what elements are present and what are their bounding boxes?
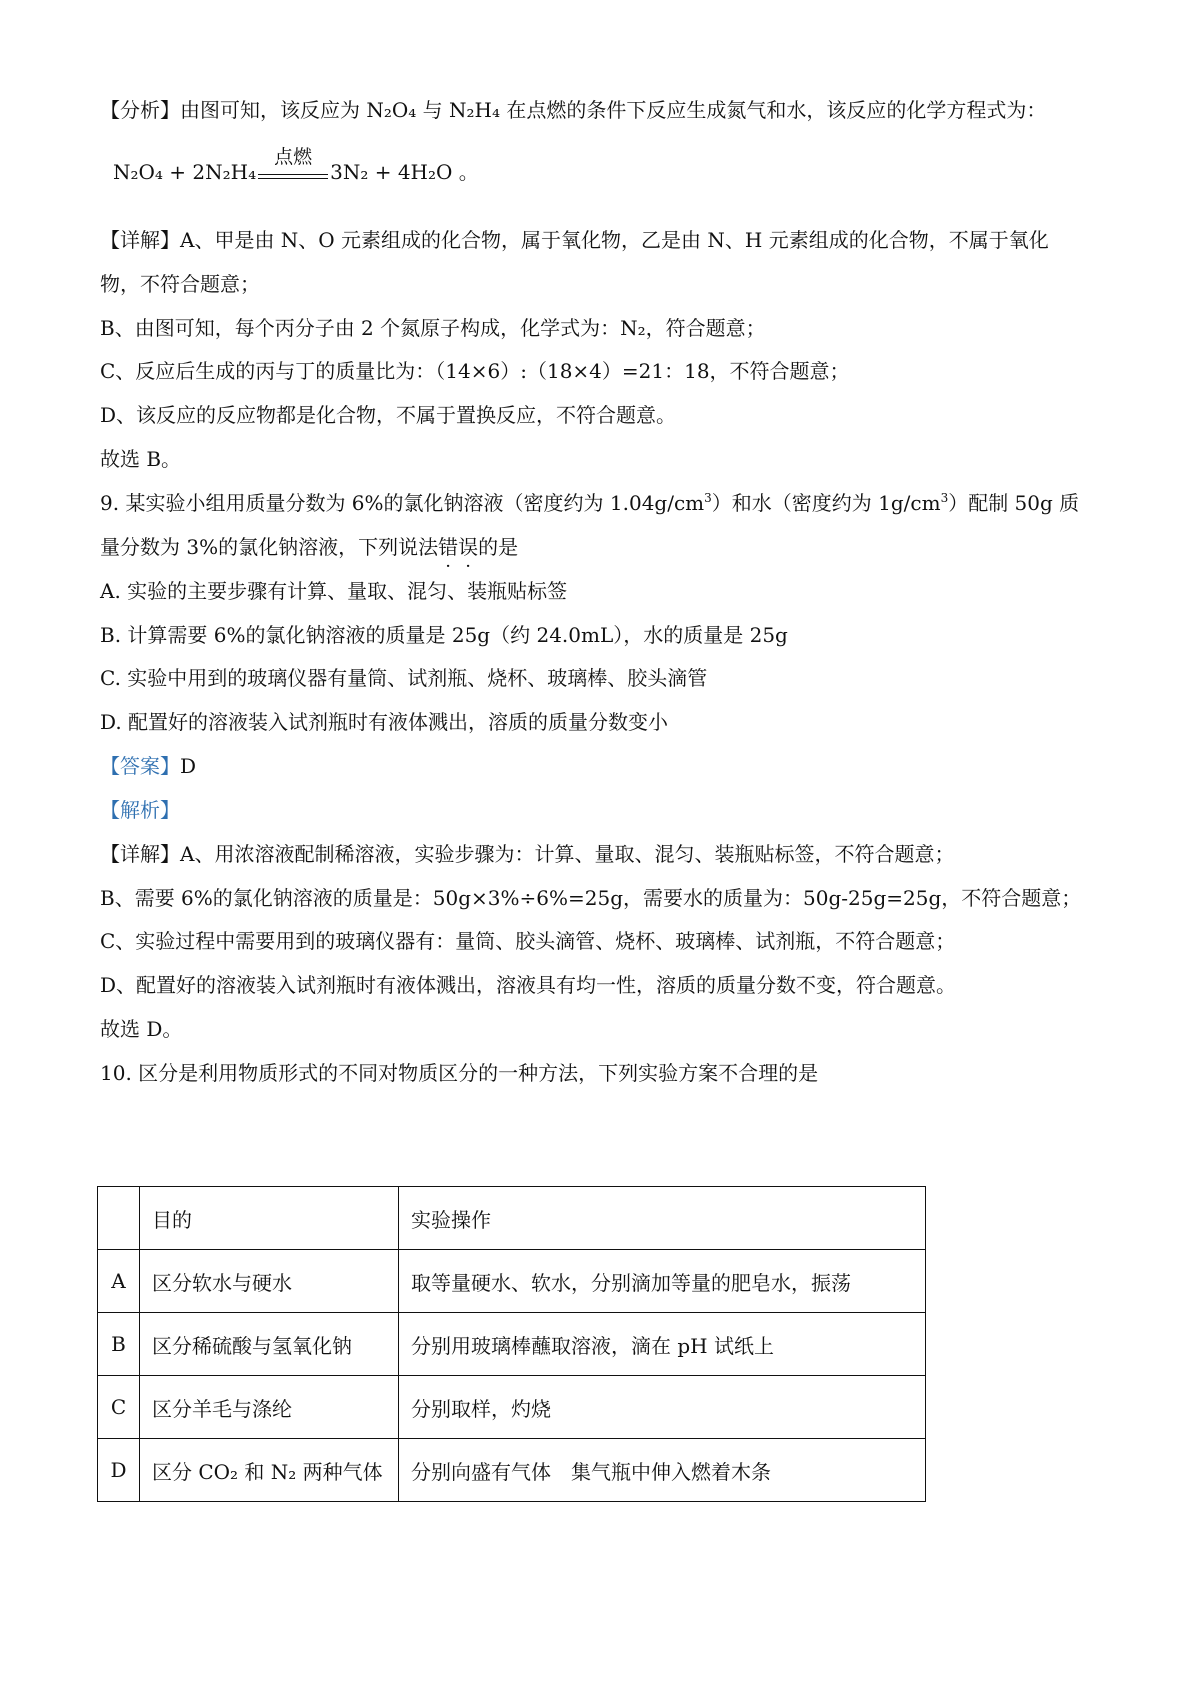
explain-choice: 故选 D。: [100, 1017, 183, 1041]
table-cell: C: [98, 1376, 140, 1439]
choice-line: 故选 B。: [100, 447, 182, 471]
q9-text-c: ）配制 50g 质: [948, 491, 1080, 515]
reaction-condition: [258, 146, 328, 179]
answer-value: D: [180, 754, 197, 778]
options-table: [97, 1186, 926, 1502]
explain-line-b: B、需要 6%的氯化钠溶液的质量是：50g×3%÷6%=25g，需要水的质量为：50g-25g=25g，不符合题意；: [100, 886, 1082, 910]
emphasis-char-2: 误: [458, 535, 479, 559]
table-cell: [98, 1187, 140, 1250]
q9-text-d2: 的是: [478, 535, 519, 559]
table-cell: B: [98, 1313, 140, 1376]
detail-line-a-cont: 物，不符合题意；: [100, 272, 260, 296]
detail-line-b: B、由图可知，每个丙分子由 2 个氮原子构成，化学式为：N₂，符合题意；: [100, 316, 766, 340]
q9-text-a: 9. 某实验小组用质量分数为 6%的氯化钠溶液（密度约为 1.04g/cm: [100, 491, 705, 515]
emphasis-char-1: 错: [438, 535, 459, 559]
question-9-line1: [100, 489, 1079, 517]
table-row: [98, 1439, 926, 1502]
table-cell: 区分软水与硬水: [140, 1250, 399, 1313]
table-cell: 实验操作: [399, 1187, 926, 1250]
table-cell: D: [98, 1439, 140, 1502]
analysis-line: 【分析】由图可知，该反应为 N₂O₄ 与 N₂H₄ 在点燃的条件下反应生成氮气和水，该反应的化学方程式为：: [100, 98, 1047, 122]
table-cell: 区分羊毛与涤纶: [140, 1376, 399, 1439]
q9-text-d1: 量分数为 3%的氯化钠溶液，下列说法: [100, 535, 439, 559]
equation-right: 3N₂ + 4H₂O: [330, 160, 453, 184]
table-cell: 分别用玻璃棒蘸取溶液，滴在 pH 试纸上: [399, 1313, 926, 1376]
condition-text: 点燃: [274, 146, 313, 168]
equation-end: 。: [452, 160, 479, 184]
equals-bar: [258, 174, 328, 179]
question-10: 10. 区分是利用物质形式的不同对物质区分的一种方法，下列实验方案不合理的是: [100, 1061, 819, 1085]
option-c: C. 实验中用到的玻璃仪器有量筒、试剂瓶、烧杯、玻璃棒、胶头滴管: [100, 666, 708, 690]
chemical-equation: [113, 146, 479, 185]
option-d: D. 配置好的溶液装入试剂瓶时有液体溅出，溶质的质量分数变小: [100, 710, 669, 734]
detail-line-a: 【详解】A、甲是由 N、O 元素组成的化合物，属于氧化物，乙是由 N、H 元素组成的化合物，不属于氧化: [100, 228, 1049, 252]
analysis-label: 【解析】: [100, 798, 180, 822]
table-cell: 区分稀硫酸与氢氧化钠: [140, 1313, 399, 1376]
q9-text-b: ）和水（密度约为 1g/cm: [711, 491, 941, 515]
detail-line-c: C、反应后生成的丙与丁的质量比为：（14×6）:（18×4）=21：18，不符合题意；: [100, 359, 850, 383]
table-header-row: [98, 1187, 926, 1250]
explain-line-c: C、实验过程中需要用到的玻璃仪器有：量筒、胶头滴管、烧杯、玻璃棒、试剂瓶，不符合题意；: [100, 929, 956, 953]
table-cell: 目的: [140, 1187, 399, 1250]
option-b: B. 计算需要 6%的氯化钠溶液的质量是 25g（约 24.0mL），水的质量是 25g: [100, 623, 788, 647]
q9-sup-2: 3: [940, 491, 949, 505]
table-row: [98, 1376, 926, 1439]
table-row: [98, 1313, 926, 1376]
table-cell: 分别取样，灼烧: [399, 1376, 926, 1439]
q9-sup-1: 3: [704, 491, 712, 505]
table-row: [98, 1250, 926, 1313]
explain-line-d: D、配置好的溶液装入试剂瓶时有液体溅出，溶液具有均一性，溶质的质量分数不变，符合题意。: [100, 973, 957, 997]
table-cell: 取等量硬水、软水，分别滴加等量的肥皂水，振荡: [399, 1250, 926, 1313]
question-9-line2: [100, 533, 518, 561]
detail-line-d: D、该反应的反应物都是化合物，不属于置换反应，不符合题意。: [100, 403, 677, 427]
answer-label: 【答案】: [100, 754, 180, 778]
explain-line-a: 【详解】A、用浓溶液配制稀溶液，实验步骤为：计算、量取、混匀、装瓶贴标签，不符合题意；: [100, 842, 955, 866]
table-cell: A: [98, 1250, 140, 1313]
answer-line: [100, 752, 196, 780]
equation-left: N₂O₄ + 2N₂H₄: [113, 160, 257, 184]
option-a: A. 实验的主要步骤有计算、量取、混匀、装瓶贴标签: [100, 579, 568, 603]
table-cell: 分别向盛有气体 集气瓶中伸入燃着木条: [399, 1439, 926, 1502]
table-cell: 区分 CO₂ 和 N₂ 两种气体: [140, 1439, 399, 1502]
